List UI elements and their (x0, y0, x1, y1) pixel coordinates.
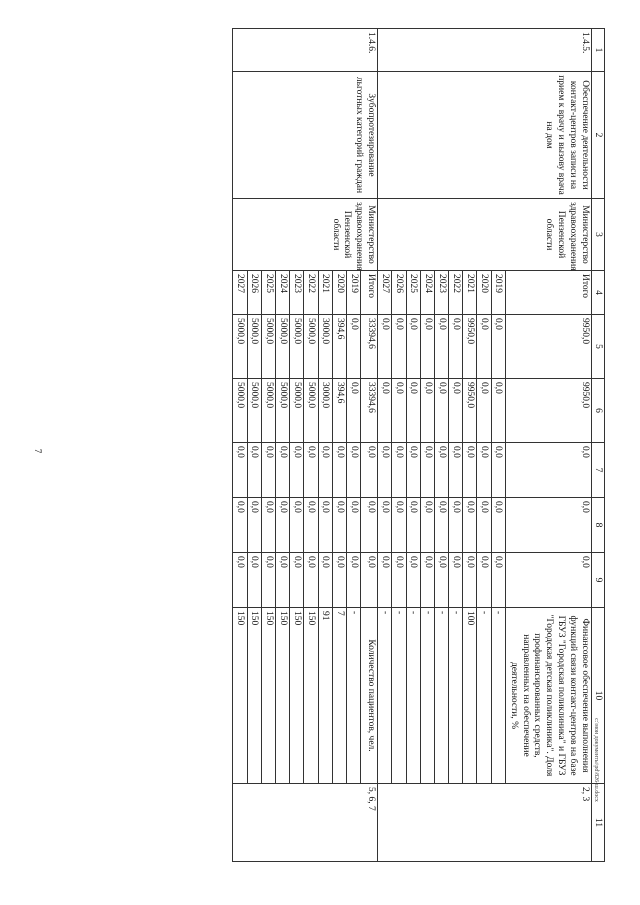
value-cell: 0,0 (290, 498, 304, 553)
value-cell: 5000,0 (233, 379, 247, 443)
value-cell: 0,0 (318, 498, 332, 553)
value-cell: 0,0 (420, 379, 434, 443)
value-cell: 0,0 (491, 315, 505, 379)
value-cell: 0,0 (449, 443, 463, 498)
total-value: 9950,0 (505, 315, 591, 379)
year-cell: 2020 (477, 271, 491, 315)
column-number: 8 (592, 498, 605, 553)
value-cell: - (378, 608, 392, 784)
value-cell: 5000,0 (233, 315, 247, 379)
value-cell: 394,6 (332, 315, 346, 379)
item-executor: Министерство здравоохранения Пензенской области (378, 199, 592, 271)
year-cell: 2024 (276, 271, 290, 315)
value-cell: 150 (276, 608, 290, 784)
value-cell: 0,0 (434, 379, 448, 443)
value-cell: 0,0 (449, 498, 463, 553)
value-cell: 150 (290, 608, 304, 784)
value-cell: 0,0 (449, 553, 463, 608)
value-cell: 0,0 (332, 553, 346, 608)
year-cell: 2027 (378, 271, 392, 315)
value-cell: 91 (318, 608, 332, 784)
value-cell: 0,0 (276, 498, 290, 553)
total-value: 33394,6 (361, 315, 378, 379)
value-cell: - (449, 608, 463, 784)
value-cell: 3000,0 (318, 379, 332, 443)
value-cell: 7 (332, 608, 346, 784)
value-cell: 0,0 (332, 498, 346, 553)
value-cell: - (491, 608, 505, 784)
value-cell: 0,0 (406, 553, 420, 608)
value-cell: 5000,0 (276, 379, 290, 443)
value-cell: 150 (261, 608, 275, 784)
value-cell: 0,0 (261, 443, 275, 498)
total-value: 0,0 (505, 443, 591, 498)
value-cell: 0,0 (247, 553, 261, 608)
value-cell: 0,0 (261, 553, 275, 608)
value-cell: 0,0 (347, 553, 361, 608)
column-number: 3 (592, 199, 605, 271)
year-cell: 2025 (261, 271, 275, 315)
value-cell: 0,0 (491, 379, 505, 443)
year-cell: 2022 (449, 271, 463, 315)
value-cell: - (434, 608, 448, 784)
value-cell: 0,0 (290, 553, 304, 608)
value-cell: 0,0 (304, 443, 318, 498)
table-row (505, 29, 591, 862)
value-cell: 0,0 (463, 553, 477, 608)
year-cell: 2020 (332, 271, 346, 315)
value-cell: 5000,0 (304, 315, 318, 379)
value-cell: 0,0 (392, 315, 406, 379)
value-cell: 0,0 (347, 379, 361, 443)
year-cell: 2023 (434, 271, 448, 315)
value-cell: 0,0 (318, 553, 332, 608)
value-cell: 0,0 (233, 498, 247, 553)
total-value: 0,0 (361, 443, 378, 498)
value-cell: 0,0 (233, 443, 247, 498)
value-cell: 5000,0 (290, 315, 304, 379)
value-cell: 0,0 (406, 443, 420, 498)
value-cell: 0,0 (463, 498, 477, 553)
value-cell: 0,0 (378, 443, 392, 498)
year-cell: 2025 (406, 271, 420, 315)
value-cell: 0,0 (347, 443, 361, 498)
year-cell: 2019 (347, 271, 361, 315)
value-cell: 0,0 (378, 315, 392, 379)
value-cell: 0,0 (420, 315, 434, 379)
value-cell: 0,0 (276, 443, 290, 498)
value-cell: 0,0 (332, 443, 346, 498)
value-cell: 0,0 (304, 553, 318, 608)
total-value: 9950,0 (505, 379, 591, 443)
year-cell: 2023 (290, 271, 304, 315)
value-cell: 0,0 (392, 498, 406, 553)
table-row (361, 29, 378, 862)
item-number: 1.4.5. (378, 29, 592, 72)
value-cell: 9950,0 (463, 379, 477, 443)
total-value: 0,0 (505, 498, 591, 553)
value-cell: 0,0 (406, 379, 420, 443)
value-cell: 0,0 (378, 379, 392, 443)
year-cell: 2022 (304, 271, 318, 315)
column-number: 5 (592, 315, 605, 379)
column-number: 10 (592, 608, 605, 784)
value-cell: 5000,0 (290, 379, 304, 443)
value-cell: 0,0 (477, 553, 491, 608)
value-cell: 0,0 (420, 443, 434, 498)
value-cell: 0,0 (233, 553, 247, 608)
value-cell: 9950,0 (463, 315, 477, 379)
value-cell: 0,0 (449, 379, 463, 443)
value-cell: 0,0 (406, 315, 420, 379)
program-table (233, 28, 606, 862)
column-number: 11 (592, 784, 605, 862)
value-cell: 0,0 (290, 443, 304, 498)
value-cell: 0,0 (392, 379, 406, 443)
value-cell: 0,0 (477, 379, 491, 443)
total-value: 0,0 (505, 553, 591, 608)
link-numbers: 2, 3 (378, 784, 592, 862)
value-cell: 0,0 (276, 553, 290, 608)
value-cell: 0,0 (477, 443, 491, 498)
rotated-table-area (87, 28, 605, 861)
column-number: 7 (592, 443, 605, 498)
value-cell: 0,0 (247, 443, 261, 498)
link-numbers: 5, 6, 7 (233, 784, 378, 862)
year-cell: 2024 (420, 271, 434, 315)
value-cell: 5000,0 (247, 379, 261, 443)
value-cell: 0,0 (261, 498, 275, 553)
value-cell: 0,0 (392, 443, 406, 498)
value-cell: 0,0 (378, 498, 392, 553)
year-cell: 2019 (491, 271, 505, 315)
table-wrapper (87, 28, 605, 861)
item-number: 1.4.6. (233, 29, 378, 72)
year-cell: 2027 (233, 271, 247, 315)
value-cell: 5000,0 (304, 379, 318, 443)
file-path-footer: c:\мои документы\pd\826-ш.docx (593, 718, 599, 802)
column-number: 2 (592, 72, 605, 199)
value-cell: 0,0 (420, 498, 434, 553)
value-cell: 150 (233, 608, 247, 784)
total-label: Итого (361, 271, 378, 315)
indicator-text: Количество пациентов, чел. (361, 608, 378, 784)
value-cell: 0,0 (247, 498, 261, 553)
value-cell: 5000,0 (247, 315, 261, 379)
year-cell: 2021 (463, 271, 477, 315)
column-number: 4 (592, 271, 605, 315)
value-cell: 0,0 (449, 315, 463, 379)
total-value: 0,0 (361, 553, 378, 608)
value-cell: 0,0 (463, 443, 477, 498)
value-cell: - (392, 608, 406, 784)
value-cell: 0,0 (491, 443, 505, 498)
value-cell: 0,0 (477, 315, 491, 379)
value-cell: 0,0 (434, 443, 448, 498)
value-cell: 0,0 (406, 498, 420, 553)
item-executor: Министерство здравоохранения Пензенской области (233, 199, 378, 271)
value-cell: 5000,0 (276, 315, 290, 379)
value-cell: 0,0 (491, 498, 505, 553)
value-cell: - (420, 608, 434, 784)
column-number: 9 (592, 553, 605, 608)
value-cell: - (477, 608, 491, 784)
total-label: Итого (505, 271, 591, 315)
page-number: 7 (33, 448, 43, 454)
value-cell: 0,0 (434, 553, 448, 608)
value-cell: 150 (247, 608, 261, 784)
value-cell: 0,0 (434, 315, 448, 379)
value-cell: 0,0 (392, 553, 406, 608)
column-number: 6 (592, 379, 605, 443)
total-value: 0,0 (361, 498, 378, 553)
value-cell: 0,0 (304, 498, 318, 553)
value-cell: - (406, 608, 420, 784)
year-cell: 2026 (392, 271, 406, 315)
value-cell: 0,0 (378, 553, 392, 608)
value-cell: - (347, 608, 361, 784)
value-cell: 150 (304, 608, 318, 784)
value-cell: 5000,0 (261, 379, 275, 443)
value-cell: 0,0 (434, 498, 448, 553)
value-cell: 0,0 (491, 553, 505, 608)
value-cell: 394,6 (332, 379, 346, 443)
value-cell: 0,0 (347, 498, 361, 553)
column-number-row (592, 29, 605, 862)
value-cell: 3000,0 (318, 315, 332, 379)
value-cell: 100 (463, 608, 477, 784)
value-cell: 0,0 (420, 553, 434, 608)
column-number: 1 (592, 29, 605, 72)
year-cell: 2026 (247, 271, 261, 315)
total-value: 33394,6 (361, 379, 378, 443)
value-cell: 0,0 (318, 443, 332, 498)
value-cell: 0,0 (477, 498, 491, 553)
value-cell: 5000,0 (261, 315, 275, 379)
year-cell: 2021 (318, 271, 332, 315)
item-description: Обеспечение деятельности контакт-центров записи на прием к врачу и вызову врача на дом (378, 72, 592, 199)
indicator-text: Финансовое обеспечение выполнения функций связи контакт-центров на базе ГБУЗ "Городская поликлиника" и ГБУЗ "Городская детская поликлиника". Доля профинансированных средств, направленных на обеспечение деятельности, % (505, 608, 591, 784)
value-cell: 0,0 (347, 315, 361, 379)
item-description: Зубопротезирование льготных категорий граждан (233, 72, 378, 199)
